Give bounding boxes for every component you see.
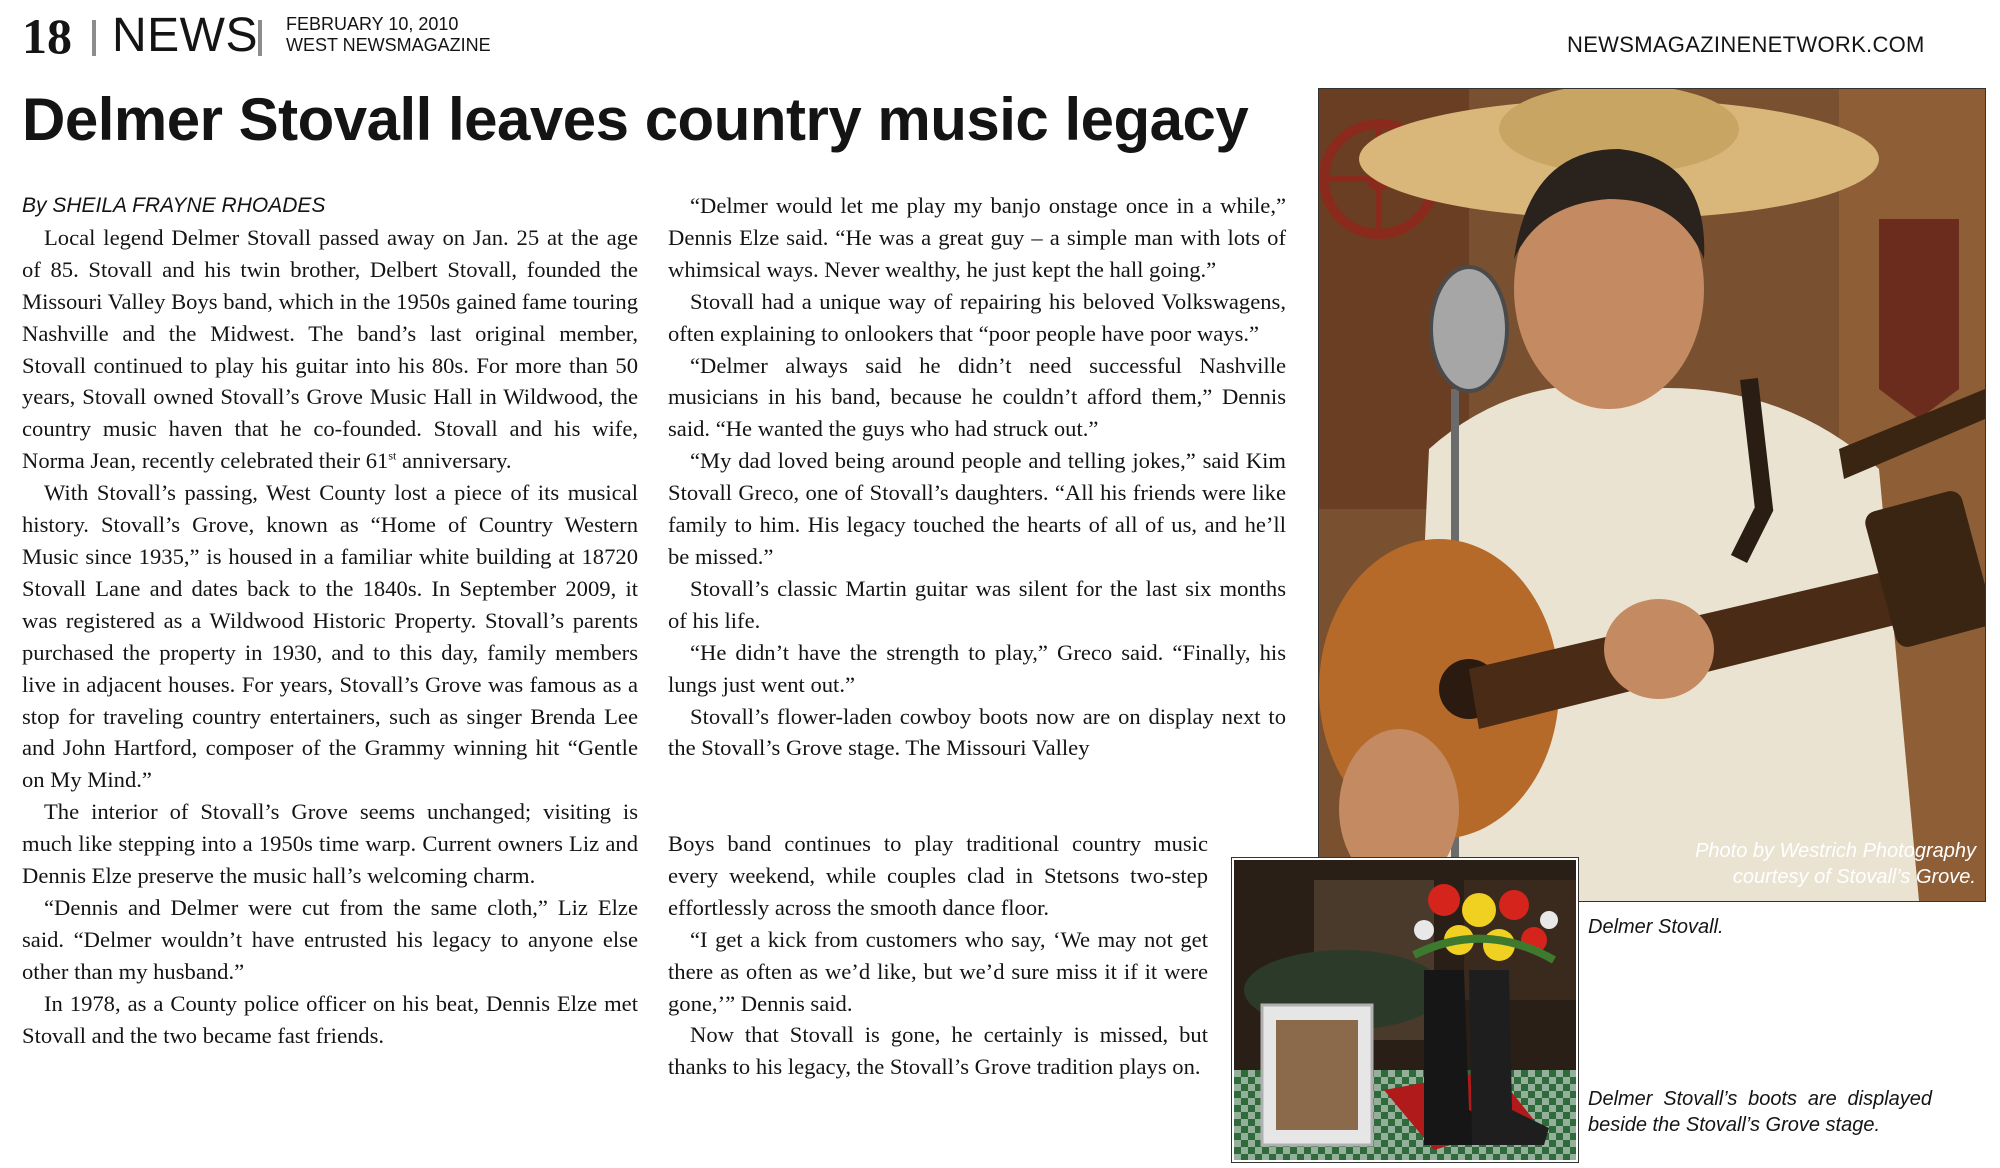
paragraph: With Stovall’s passing, West County lost a piece of its musical history. Stovall’s Grove, known as “Home of Country Western Music since 1935,” is housed in a familiar white building at 18720 Stovall Lane and dates back to the 1840s. In September 2009, it was registered as a Wildwood Historic Property. Stovall’s parents purchased the property in 1930, and to this day, family members live in adjacent houses. For years, Stovall’s Grove was famous as a stop for traveling country entertainers, such as singer Brenda Lee and John Hartford, composer of the Grammy winning hit “Gentle on My Mind.” — [22, 480, 638, 793]
page-number: 18 — [22, 8, 72, 64]
issue-date: FEBRUARY 10, 2010 — [286, 14, 459, 34]
photo-caption: Delmer Stovall. — [1588, 916, 1724, 938]
paragraph: “Dennis and Delmer were cut from the same cloth,” Liz Elze said. “Delmer wouldn’t have entrusted his legacy to anyone else other than my husband.” — [22, 894, 638, 984]
website-url: NEWSMAGAZINENETWORK.COM — [1567, 32, 1925, 57]
section-name: NEWS — [112, 9, 258, 62]
paragraph: In 1978, as a County police officer on his beat, Dennis Elze met Stovall and the two became fast friends. — [22, 990, 638, 1048]
photo-credit: Photo by Westrich Photography courtesy of Stovall’s Grove. — [1695, 840, 1976, 888]
article-column-1 — [22, 190, 638, 1051]
photo-caption: Delmer Stovall’s boots are displayed beside the Stovall’s Grove stage. — [1588, 1088, 1932, 1136]
paragraph: Now that Stovall is gone, he certainly is missed, but thanks to his legacy, the Stovall’s Grove tradition plays on. — [668, 1022, 1208, 1080]
paragraph: Stovall’s classic Martin guitar was silent for the last six months of his life. — [668, 575, 1286, 633]
paragraph: “Delmer always said he didn’t need successful Nashville musicians in his band, because he couldn’t afford them,” Dennis said. “He wanted the guys who had struck out.” — [668, 352, 1286, 442]
masthead-divider — [258, 20, 262, 56]
photo-illustration — [1234, 860, 1576, 1160]
paragraph: “I get a kick from customers who say, ‘We may not get there as often as we’d like, but we’d sure miss it if it were gone,’” Dennis said. — [668, 926, 1208, 1016]
paragraph: The interior of Stovall’s Grove seems unchanged; visiting is much like stepping into a 1950s time warp. Current owners Liz and Dennis Elze preserve the music hall’s welcoming charm. — [22, 799, 638, 889]
paragraph: “Delmer would let me play my banjo onstage once in a while,” Dennis Elze said. “He was a great guy – a simple man with lots of whimsical ways. Never wealthy, he just kept the hall going.” — [668, 193, 1286, 282]
byline: By SHEILA FRAYNE RHOADES — [22, 194, 326, 217]
article-column-2-continued — [668, 828, 1208, 1083]
publication-name: WEST NEWSMAGAZINE — [286, 35, 491, 55]
masthead-divider — [92, 20, 96, 56]
paragraph: Local legend Delmer Stovall passed away on Jan. 25 at the age of 85. Stovall and his twin brother, Delbert Stovall, founded the Missouri Valley Boys band, which in the 1950s gained fame touring Nashville and the Midwest. The band’s last original member, Stovall continued to play his guitar into his 80s. For more than 50 years, Stovall owned Stovall’s Grove Music Hall in Wildwood, the country music haven that he co-founded. Stovall and his wife, Norma Jean, recently celebrated their 61st anniversary. — [22, 224, 638, 474]
article-column-2 — [668, 190, 1286, 764]
paragraph: “My dad loved being around people and telling jokes,” said Kim Stovall Greco, one of Stovall’s daughters. “All his friends were like family to him. His legacy touched the hearts of all of us, and he’ll be missed.” — [668, 448, 1286, 569]
paragraph: Stovall had a unique way of repairing his beloved Volkswagens, often explaining to onlookers that “poor people have poor ways.” — [668, 288, 1286, 346]
paragraph: Stovall’s flower-laden cowboy boots now are on display next to the Stovall’s Grove stage. The Missouri Valley — [668, 703, 1286, 761]
paragraph: “He didn’t have the strength to play,” Greco said. “Finally, his lungs just went out.” — [668, 639, 1286, 697]
ordinal-suffix: st — [388, 448, 397, 463]
paragraph: Boys band continues to play traditional country music every weekend, while couples clad in Stetsons two-step effortlessly across the smooth dance floor. — [668, 831, 1208, 920]
photo-illustration — [1319, 89, 1985, 901]
dateline — [286, 14, 491, 56]
photo-delmer-stovall — [1318, 88, 1986, 902]
headline: Delmer Stovall leaves country music legacy — [22, 86, 1249, 153]
photo-cowboy-boots — [1232, 858, 1578, 1162]
